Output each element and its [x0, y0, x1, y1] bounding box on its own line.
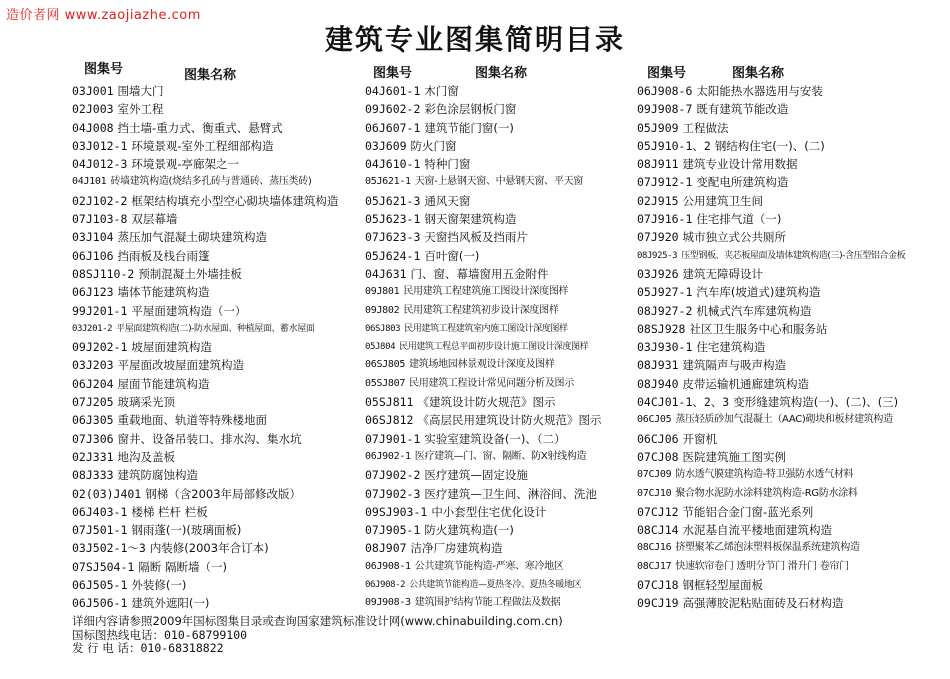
atlas-code: 05J927-1	[637, 285, 693, 300]
atlas-name: 公用建筑卫生间	[682, 193, 764, 208]
atlas-name: 医院建筑施工图实例	[682, 449, 787, 464]
atlas-name: 水泥基自流平楼地面建筑构造	[682, 523, 833, 538]
atlas-code: 07CJ09	[637, 469, 672, 481]
atlas-name: 防水透气膜建筑构造-特卫强防水透气材料	[675, 469, 854, 481]
atlas-name: 社区卫生服务中心和服务站	[689, 321, 828, 336]
atlas-name: 内装修(2003年合订本)	[149, 541, 269, 556]
catalog-entry	[72, 100, 360, 118]
atlas-code: 04J631	[365, 266, 407, 281]
atlas-name: 框架结构填充小型空心砌块墙体建筑构造	[131, 193, 339, 208]
catalog-entry	[637, 558, 942, 576]
catalog-entry	[365, 228, 635, 246]
catalog-column-2	[365, 58, 635, 613]
catalog-entry	[637, 539, 942, 557]
header-code: 图集号	[84, 62, 124, 77]
catalog-column-1	[72, 58, 360, 613]
atlas-code: 07J912-1	[637, 175, 693, 190]
atlas-name: 防火门窗	[410, 138, 457, 153]
atlas-name: 砖墙建筑构造(烧结多孔砖与普通砖、蒸压类砖)	[110, 176, 312, 188]
atlas-code: 02J102-2	[72, 193, 128, 208]
catalog-entry	[365, 485, 635, 503]
atlas-name: 《建筑设计防火规范》图示	[417, 395, 556, 410]
atlas-code: 03J203	[72, 358, 114, 373]
catalog-entry	[637, 155, 942, 173]
catalog-entry	[365, 539, 635, 557]
catalog-entry	[365, 576, 635, 594]
atlas-code: 04J101	[72, 176, 107, 188]
atlas-name: 既有建筑节能改造	[696, 102, 789, 117]
atlas-name: 坡屋面建筑构造	[131, 340, 212, 355]
catalog-entry	[72, 283, 360, 301]
hotline-label: 国标图热线电话：	[72, 627, 164, 642]
atlas-code: 08J333	[72, 468, 114, 483]
atlas-code: 07J905-1	[365, 523, 421, 538]
atlas-name: 钢梯（含2003年局部修改版）	[145, 486, 302, 501]
atlas-name: 工程做法	[682, 120, 729, 135]
atlas-name: 住宅建筑构造	[696, 340, 766, 355]
catalog-entry	[637, 100, 942, 118]
catalog-entry	[365, 192, 635, 210]
catalog-entry	[365, 375, 635, 393]
atlas-name: 变形缝建筑构造(一)、(二)、(三)	[733, 395, 899, 410]
atlas-code: 08CJ17	[637, 560, 672, 572]
atlas-code: 07CJ10	[637, 487, 672, 499]
catalog-entry	[72, 466, 360, 484]
atlas-code: 05J623-1	[365, 212, 421, 227]
distribution-label: 发 行 电 话：	[72, 641, 141, 655]
atlas-code: 07J623-3	[365, 230, 421, 245]
catalog-entry	[365, 100, 635, 118]
atlas-name: 门、窗、幕墙窗用五金附件	[410, 266, 549, 281]
catalog-entry	[72, 485, 360, 503]
atlas-name: 挤塑聚苯乙烯泡沫塑料板保温系统建筑构造	[675, 542, 860, 554]
atlas-code: 06J403-1	[72, 504, 128, 519]
footer	[72, 615, 563, 656]
atlas-code: 08J931	[637, 358, 679, 373]
atlas-code: 09J908-3	[365, 597, 411, 609]
atlas-code: 06SJ805	[365, 359, 406, 371]
atlas-name: 变配电所建筑构造	[696, 175, 789, 190]
catalog-entry	[365, 210, 635, 228]
catalog-entry	[637, 356, 942, 374]
atlas-code: 06CJ06	[637, 431, 679, 446]
catalog-entry	[637, 576, 942, 594]
catalog-entry	[365, 338, 635, 356]
atlas-name: 挡土墙-重力式、衡重式、悬臂式	[117, 120, 283, 135]
atlas-name: 汽车库(坡道式)建筑构造	[696, 285, 821, 300]
catalog-entry	[72, 302, 360, 320]
atlas-name: 民用建筑工程总平面初步设计施工图设计深度图样	[399, 342, 589, 353]
atlas-code: 07J103-8	[72, 212, 128, 227]
atlas-code: 09J908-7	[637, 102, 693, 117]
atlas-code: 05J621-1	[365, 176, 411, 188]
atlas-code: 03J104	[72, 230, 114, 245]
atlas-name: 玻璃采光顶	[117, 395, 176, 410]
atlas-code: 07CJ08	[637, 449, 679, 464]
atlas-code: 06CJ05	[637, 414, 672, 426]
catalog-entry	[72, 192, 360, 210]
catalog-entry	[637, 411, 942, 429]
atlas-name: 民用建筑工程设计常见问题分析及图示	[409, 377, 574, 389]
catalog-entry	[637, 430, 942, 448]
atlas-name: 皮带运输机通廊建筑构造	[682, 376, 810, 391]
atlas-name: 民用建筑工程建筑初步设计深度图样	[403, 304, 559, 316]
atlas-name: 建筑场地园林景观设计深度及图样	[409, 359, 555, 371]
atlas-code: 06J908-1	[365, 560, 411, 572]
atlas-name: 木门窗	[424, 84, 459, 98]
catalog-entry	[637, 320, 942, 338]
atlas-code: 02J331	[72, 449, 114, 464]
catalog-entry	[637, 393, 942, 411]
atlas-name: 公共建筑节能构造-严寒、寒冷地区	[414, 560, 564, 572]
atlas-code: 06SJ812	[365, 413, 414, 428]
atlas-code: 08SJ110-2	[72, 266, 135, 281]
atlas-name: 环境景观-室外工程细部构造	[131, 138, 274, 153]
atlas-code: 07J902-2	[365, 468, 421, 483]
atlas-code: 07J306	[72, 431, 114, 446]
atlas-name: 外装修(一)	[131, 578, 187, 593]
atlas-code: 06J305	[72, 413, 114, 428]
footer-hotline	[72, 629, 563, 643]
atlas-name: 中小套型住宅优化设计	[431, 504, 547, 519]
atlas-code: 07SJ504-1	[72, 559, 135, 574]
header-code: 图集号	[373, 66, 413, 81]
catalog-entry	[365, 265, 635, 283]
column-header	[72, 58, 360, 82]
catalog-entry	[72, 265, 360, 283]
catalog-entry	[637, 228, 942, 246]
catalog-entry	[637, 82, 942, 100]
atlas-name: 平屋面建筑构造（一）	[131, 303, 247, 318]
atlas-code: 06J902-1	[365, 450, 411, 462]
atlas-name: 预制混凝土外墙挂板	[138, 266, 242, 281]
catalog-entry	[365, 155, 635, 173]
catalog-entry	[365, 411, 635, 429]
catalog-entry	[637, 265, 942, 283]
catalog-entry	[637, 210, 942, 228]
catalog-entry	[365, 503, 635, 521]
atlas-code: 04J008	[72, 120, 114, 135]
atlas-code: 05SJ807	[365, 377, 406, 389]
atlas-name: 天窗-上悬钢天窗、中悬钢天窗、平天窗	[414, 176, 583, 188]
atlas-code: 02J003	[72, 102, 114, 117]
header-name: 图集名称	[732, 66, 785, 81]
atlas-code: 05J910-1、2	[637, 138, 711, 153]
header-name: 图集名称	[184, 68, 237, 83]
atlas-name: 地沟及盖板	[117, 449, 176, 464]
catalog-entry	[72, 539, 360, 557]
atlas-name: 机械式汽车库建筑构造	[696, 303, 812, 318]
atlas-name: 医疗建筑—固定设施	[424, 468, 528, 483]
catalog-entry	[365, 283, 635, 301]
catalog-entry	[72, 576, 360, 594]
atlas-name: 民用建筑工程建筑室内施工图设计深度图样	[404, 323, 568, 334]
atlas-name: 环境景观-亭廊架之一	[131, 157, 240, 172]
atlas-code: 05J621-3	[365, 193, 421, 208]
atlas-name: 建筑围护结构节能工程做法及数据	[414, 597, 561, 609]
atlas-code: 03J609	[365, 138, 407, 153]
catalog-entry	[637, 448, 942, 466]
atlas-name: 百叶窗(一)	[424, 248, 480, 263]
atlas-name: 平屋面改坡屋面建筑构造	[117, 358, 245, 373]
atlas-code: 09J202-1	[72, 340, 128, 355]
atlas-name: 洁净厂房建筑构造	[410, 541, 503, 556]
catalog-entry	[637, 375, 942, 393]
atlas-code: 08CJ14	[637, 523, 679, 538]
atlas-name: 防火建筑构造(一)	[424, 523, 514, 538]
atlas-code: 09SJ903-1	[365, 504, 428, 519]
atlas-code: 04J601-1	[365, 84, 421, 98]
atlas-code: 06J123	[72, 285, 114, 300]
catalog-entry	[72, 411, 360, 429]
atlas-name: 钢雨蓬(一)(玻璃面板)	[131, 523, 242, 538]
page-title: 建筑专业图集简明目录	[324, 23, 625, 56]
header-name: 图集名称	[475, 66, 528, 81]
catalog-entry	[637, 485, 942, 503]
atlas-name: 节能铝合金门窗-蓝光系列	[682, 504, 814, 519]
atlas-name: 平屋面建筑构造(二)-防水屋面、种植屋面、蓄水屋面	[116, 323, 315, 334]
atlas-name: 医疗建筑—卫生间、淋浴间、洗池	[424, 486, 597, 501]
atlas-name: 建筑专业设计常用数据	[682, 157, 798, 172]
atlas-code: 02J915	[637, 193, 679, 208]
atlas-code: 03J926	[637, 266, 679, 281]
atlas-code: 04CJ01-1、2、3	[637, 395, 730, 410]
atlas-code: 08CJ16	[637, 542, 672, 554]
atlas-name: 《高层民用建筑设计防火规范》图示	[417, 413, 602, 428]
atlas-name: 公共建筑节能构造—夏热冬冷、夏热冬暖地区	[409, 580, 582, 591]
atlas-code: 08J925-3	[637, 250, 678, 261]
catalog-entry	[72, 430, 360, 448]
atlas-name: 建筑隔声与吸声构造	[682, 358, 787, 373]
catalog-entry	[72, 521, 360, 539]
atlas-code: 03J012-1	[72, 138, 128, 153]
atlas-name: 建筑节能门窗(一)	[424, 120, 514, 135]
atlas-name: 钢结构住宅(一)、(二)	[714, 138, 825, 153]
atlas-name: 太阳能热水器选用与安装	[696, 84, 823, 98]
atlas-name: 蒸压加气混凝土砌块建筑构造	[117, 230, 268, 245]
catalog-entry	[637, 466, 942, 484]
atlas-name: 特种门窗	[424, 157, 471, 172]
catalog-entry	[637, 192, 942, 210]
atlas-name: 快速软帘卷门 透明分节门 滑升门 卷帘门	[675, 560, 849, 572]
atlas-code: 05SJ811	[365, 395, 414, 410]
atlas-code: 09J602-2	[365, 102, 421, 117]
watermark: 造价者网 www.zaojiazhe.com	[6, 8, 201, 23]
atlas-name: 实验室建筑设备(一)、（二）	[424, 431, 566, 446]
catalog-entry	[72, 393, 360, 411]
catalog-entry	[72, 247, 360, 265]
catalog-entry	[365, 466, 635, 484]
atlas-name: 医疗建筑—门、窗、隔断、防X射线构造	[414, 450, 587, 462]
atlas-code: 07CJ18	[637, 578, 679, 593]
atlas-code: 02(03)J401	[72, 486, 142, 501]
atlas-code: 03J001	[72, 84, 114, 98]
atlas-name: 住宅排气道（一)	[696, 212, 782, 227]
atlas-code: 07CJ12	[637, 504, 679, 519]
atlas-code: 04J610-1	[365, 157, 421, 172]
atlas-code: 09J802	[365, 304, 400, 316]
catalog-entry	[637, 119, 942, 137]
column-header	[365, 58, 635, 82]
atlas-name: 民用建筑工程建筑施工图设计深度图样	[403, 286, 569, 298]
catalog-entry	[365, 356, 635, 374]
catalog-entry	[72, 503, 360, 521]
column-header	[637, 58, 942, 82]
atlas-code: 05J804	[365, 342, 396, 353]
atlas-name: 通风天窗	[424, 193, 471, 208]
atlas-code: 06SJ803	[365, 323, 401, 334]
catalog-entry	[72, 558, 360, 576]
atlas-name: 钢框轻型屋面板	[682, 578, 764, 593]
catalog-entry	[365, 82, 635, 100]
catalog-entry	[637, 521, 942, 539]
atlas-name: 挡雨板及栈台雨篷	[117, 248, 210, 263]
atlas-code: 03J502-1～3	[72, 541, 146, 556]
catalog-entry	[365, 521, 635, 539]
atlas-name: 蒸压轻质砂加气混凝土（AAC)砌块和板材建筑构造	[675, 414, 893, 426]
atlas-code: 03J201-2	[72, 323, 113, 334]
catalog-entry	[72, 82, 360, 100]
catalog-entry	[72, 119, 360, 137]
atlas-name: 城市独立式公共厕所	[682, 230, 787, 245]
atlas-code: 06J106	[72, 248, 114, 263]
atlas-name: 建筑外遮阳(一)	[131, 596, 210, 611]
atlas-name: 彩色涂层钢板门窗	[424, 102, 517, 117]
atlas-code: 06J908-2	[365, 580, 406, 591]
atlas-name: 墙体节能建筑构造	[117, 285, 210, 300]
atlas-code: 03J930-1	[637, 340, 693, 355]
catalog-entry	[365, 119, 635, 137]
atlas-name: 双层幕墙	[131, 212, 178, 227]
catalog-entry	[365, 320, 635, 338]
atlas-name: 建筑无障碍设计	[682, 266, 764, 281]
atlas-name: 建筑防腐蚀构造	[117, 468, 199, 483]
atlas-name: 围墙大门	[117, 84, 164, 98]
atlas-name: 开窗机	[682, 431, 718, 446]
catalog-entry	[637, 302, 942, 320]
catalog-entry	[365, 302, 635, 320]
catalog-entry	[365, 393, 635, 411]
atlas-code: 06J908-6	[637, 84, 693, 98]
catalog-entry	[637, 137, 942, 155]
atlas-name: 窗井、设备吊装口、排水沟、集水坑	[117, 431, 302, 446]
atlas-code: 08J911	[637, 157, 679, 172]
catalog-entry	[365, 173, 635, 191]
catalog-entry	[72, 375, 360, 393]
atlas-code: 05J909	[637, 120, 679, 135]
catalog-entry	[365, 448, 635, 466]
catalog-entry	[72, 173, 360, 191]
atlas-code: 07J901-1	[365, 431, 421, 446]
atlas-code: 08J907	[365, 541, 407, 556]
atlas-code: 07J902-3	[365, 486, 421, 501]
catalog-entry	[72, 320, 360, 338]
atlas-name: 重载地面、轨道等特殊楼地面	[117, 413, 268, 428]
atlas-code: 09CJ19	[637, 596, 679, 611]
atlas-name: 高强薄胶泥粘贴面砖及石材构造	[682, 596, 844, 611]
atlas-name: 室外工程	[117, 102, 164, 117]
atlas-code: 06J607-1	[365, 120, 421, 135]
catalog-entry	[72, 228, 360, 246]
catalog-column-3	[637, 58, 942, 613]
catalog-entry	[365, 594, 635, 612]
atlas-code: 99J201-1	[72, 303, 128, 318]
atlas-name: 钢天窗架建筑构造	[424, 212, 517, 227]
catalog-entry	[72, 155, 360, 173]
catalog-entry	[72, 137, 360, 155]
catalog-entry	[637, 247, 942, 265]
atlas-code: 08J940	[637, 376, 679, 391]
footer-distribution	[72, 642, 563, 656]
catalog-entry	[365, 247, 635, 265]
atlas-name: 屋面节能建筑构造	[117, 376, 210, 391]
catalog-entry	[365, 137, 635, 155]
atlas-code: 04J012-3	[72, 157, 128, 172]
distribution-number: 010-68318822	[140, 641, 224, 655]
atlas-name: 隔断 隔断墙（一)	[138, 559, 227, 574]
catalog-entry	[637, 594, 942, 612]
atlas-code: 07J920	[637, 230, 679, 245]
catalog-entry	[72, 594, 360, 612]
footer-reference: 详细内容请参照2009年国标图集目录或查询国家建筑标准设计网(www.chinabuilding.com.cn)	[72, 614, 563, 628]
atlas-code: 08J927-2	[637, 303, 693, 318]
atlas-code: 09J801	[365, 286, 400, 298]
atlas-code: 07J205	[72, 395, 114, 410]
header-code: 图集号	[647, 66, 687, 81]
catalog-entry	[365, 430, 635, 448]
atlas-code: 05J624-1	[365, 248, 421, 263]
catalog-entry	[72, 338, 360, 356]
atlas-code: 08SJ928	[637, 321, 686, 336]
catalog-entry	[637, 173, 942, 191]
atlas-name: 天窗挡风板及挡雨片	[424, 230, 528, 245]
catalog-entry	[72, 356, 360, 374]
atlas-code: 06J506-1	[72, 596, 128, 611]
catalog-entry	[637, 338, 942, 356]
atlas-name: 压型钢板、夹芯板屋面及墙体建筑构造(三)-含压型铝合金板	[681, 250, 906, 261]
catalog-entry	[637, 503, 942, 521]
atlas-code: 06J505-1	[72, 578, 128, 593]
atlas-code: 06J204	[72, 376, 114, 391]
hotline-number: 010-68799100	[164, 627, 248, 642]
atlas-code: 07J501-1	[72, 523, 128, 538]
atlas-name: 楼梯 栏杆 栏板	[131, 504, 208, 519]
atlas-code: 07J916-1	[637, 212, 693, 227]
catalog-entry	[365, 558, 635, 576]
catalog-entry	[72, 448, 360, 466]
catalog-entry	[637, 283, 942, 301]
catalog-entry	[72, 210, 360, 228]
atlas-name: 聚合物水泥防水涂料建筑构造-RG防水涂料	[675, 487, 858, 499]
